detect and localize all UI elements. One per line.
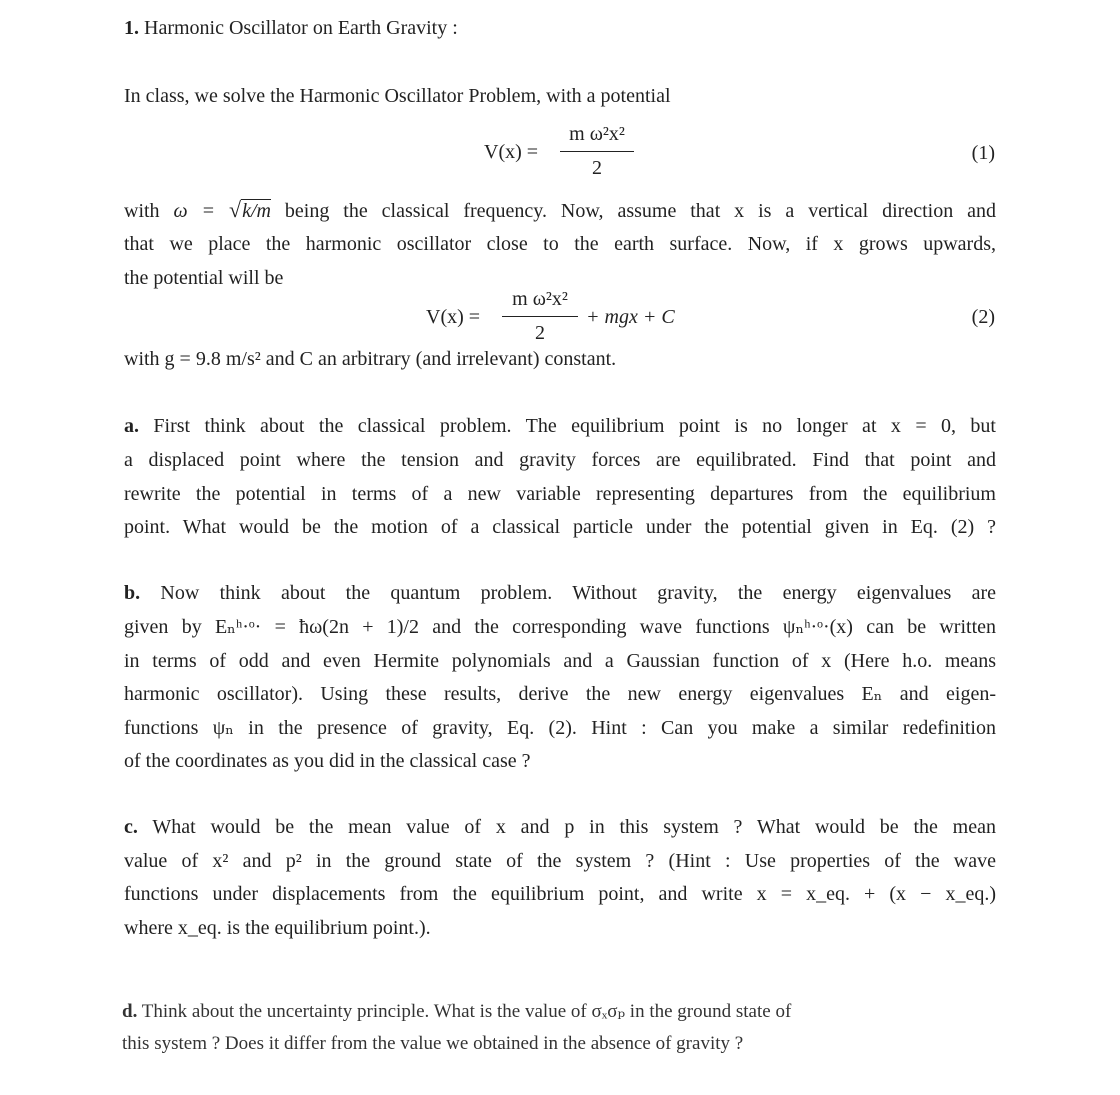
part-b-line-6: of the coordinates as you did in the classical case ? bbox=[124, 750, 531, 772]
equation-1-fraction-bar bbox=[560, 151, 634, 152]
para1-line2: that we place the harmonic oscillator close to the earth surface. Now, if x grows upwards, bbox=[124, 233, 996, 255]
part-a-line-1 bbox=[124, 414, 996, 438]
equation-1-number: (1) bbox=[971, 142, 995, 164]
part-c-line-2: value of x² and p² in the ground state of the system ? (Hint : Use properties of the wave bbox=[124, 850, 996, 872]
part-a-line-4: point. What would be the motion of a classical particle under the potential given in Eq. (2) ? bbox=[124, 516, 996, 538]
equation-2-lhs: V(x) = bbox=[426, 306, 481, 328]
equation-2-denominator: 2 bbox=[535, 322, 545, 344]
part-b-label: b. bbox=[124, 582, 141, 604]
part-a-line-2: a displaced point where the tension and gravity forces are equilibrated. Find that point and bbox=[124, 449, 996, 471]
equation-2-fraction-bar bbox=[502, 316, 578, 317]
para1-with: with bbox=[124, 200, 160, 222]
part-c-line-4: where x_eq. is the equilibrium point.). bbox=[124, 917, 431, 939]
omega-equals: ω = bbox=[173, 200, 216, 222]
part-c-line-1 bbox=[124, 815, 996, 839]
equation-2-number: (2) bbox=[971, 306, 995, 328]
part-d-line-2: this system ? Does it differ from the value we obtained in the absence of gravity ? bbox=[122, 1033, 744, 1054]
problem-title bbox=[124, 16, 996, 40]
part-b-line-5: functions ψₙ in the presence of gravity, Eq. (2). Hint : Can you make a similar redefinition bbox=[124, 717, 996, 739]
problem-number: 1. bbox=[124, 17, 139, 39]
equation-2-rhs: + mgx + C bbox=[586, 306, 675, 328]
part-d-label: d. bbox=[122, 1001, 138, 1022]
part-b-line-2: given by Eₙʰ·ᵒ· = ħω(2n + 1)/2 and the corresponding wave functions ψₙʰ·ᵒ·(x) can be written bbox=[124, 616, 996, 638]
sqrt-expression: √k/m bbox=[229, 197, 271, 222]
part-a-line-1-text: First think about the classical problem. The equilibrium point is no longer at x = 0, but bbox=[153, 415, 996, 437]
part-c-line-3: functions under displacements from the equilibrium point, and write x = x_eq. + (x − x_eq.) bbox=[124, 883, 996, 905]
equation-1-lhs: V(x) = bbox=[484, 141, 539, 163]
part-a-line-3: rewrite the potential in terms of a new variable representing departures from the equilibrium bbox=[124, 483, 996, 505]
para1-line1 bbox=[124, 198, 996, 223]
para1-line3: the potential will be bbox=[124, 267, 284, 289]
part-c-line-1-text: What would be the mean value of x and p in this system ? What would be the mean bbox=[152, 816, 996, 838]
after-equation-2: with g = 9.8 m/s² and C an arbitrary (and irrelevant) constant. bbox=[124, 348, 617, 370]
equation-1-numerator: m ω²x² bbox=[569, 123, 625, 145]
part-b-line-3: in terms of odd and even Hermite polynomials and a Gaussian function of x (Here h.o. means bbox=[124, 650, 996, 672]
intro-text: In class, we solve the Harmonic Oscillator Problem, with a potential bbox=[124, 85, 671, 107]
equation-2-numerator: m ω²x² bbox=[512, 288, 568, 310]
para1-line1-rest: being the classical frequency. Now, assume that x is a vertical direction and bbox=[284, 200, 997, 222]
part-a-label: a. bbox=[124, 415, 139, 437]
part-b-line-1 bbox=[124, 581, 996, 605]
part-d-line-1 bbox=[122, 1000, 947, 1024]
sqrt-radicand: k/m bbox=[242, 200, 271, 222]
part-c-label: c. bbox=[124, 816, 138, 838]
part-b-line-1-text: Now think about the quantum problem. Without gravity, the energy eigenvalues are bbox=[160, 582, 996, 604]
equation-1-denominator: 2 bbox=[592, 157, 602, 179]
problem-title-text: Harmonic Oscillator on Earth Gravity : bbox=[144, 17, 458, 39]
part-d-line-1-text: Think about the uncertainty principle. What is the value of σₓσₚ in the ground state of bbox=[141, 1001, 792, 1022]
part-b-line-4: harmonic oscillator). Using these results, derive the new energy eigenvalues Eₙ and eigen- bbox=[124, 683, 996, 705]
